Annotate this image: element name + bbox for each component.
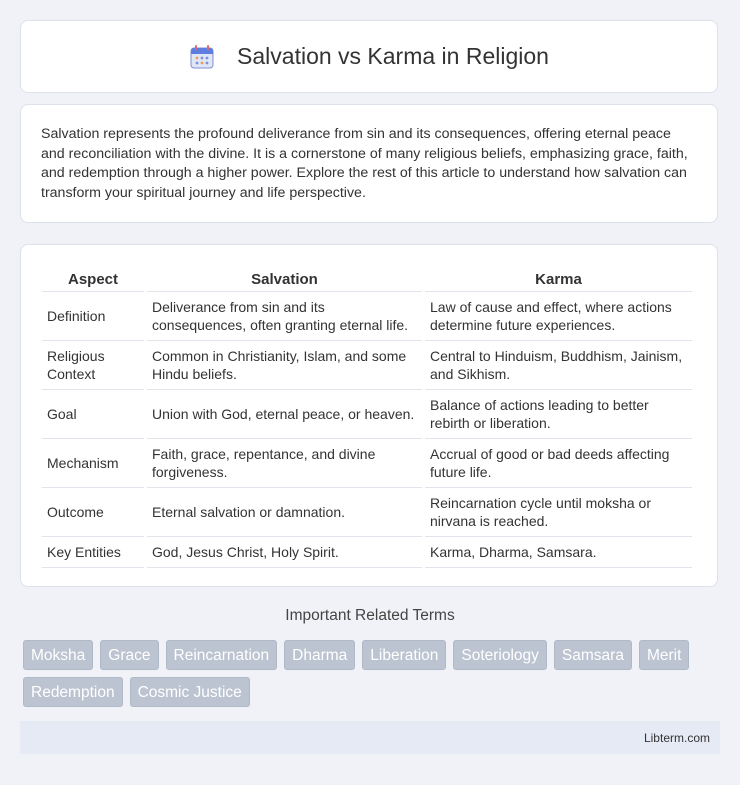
related-terms-tags: [23, 640, 723, 714]
cell-salvation: Eternal salvation or damnation.: [147, 488, 422, 537]
tag-soteriology[interactable]: Soteriology: [453, 640, 547, 670]
table-row: [42, 537, 692, 568]
header-card: [20, 20, 718, 93]
title-wrap: [189, 43, 549, 70]
cell-karma: Central to Hinduism, Buddhism, Jainism, and Sikhism.: [425, 341, 692, 390]
tag-dharma[interactable]: Dharma: [284, 640, 355, 670]
cell-karma: Reincarnation cycle until moksha or nirvana is reached.: [425, 488, 692, 537]
cell-aspect: Religious Context: [42, 341, 144, 390]
tag-cosmic-justice[interactable]: Cosmic Justice: [130, 677, 250, 707]
cell-salvation: Union with God, eternal peace, or heaven.: [147, 390, 422, 439]
cell-karma: Law of cause and effect, where actions determine future experiences.: [425, 292, 692, 341]
cell-aspect: Goal: [42, 390, 144, 439]
table-row: [42, 292, 692, 341]
tag-merit[interactable]: Merit: [639, 640, 689, 670]
tag-moksha[interactable]: Moksha: [23, 640, 93, 670]
cell-salvation: Common in Christianity, Islam, and some Hindu beliefs.: [147, 341, 422, 390]
intro-text: Salvation represents the profound deliverance from sin and its consequences, offering eternal peace and reconciliation with the divine. It is a cornerstone of many religious beliefs, emphasizing grace, faith, and redemption through a higher power. Explore the rest of this article to understand how salvation can transform your spiritual journey and life perspective.: [41, 126, 688, 201]
header-aspect: Aspect: [42, 265, 144, 292]
table-row: [42, 341, 692, 390]
table-row: [42, 439, 692, 488]
tag-redemption[interactable]: Redemption: [23, 677, 123, 707]
header-salvation: Salvation: [147, 265, 422, 292]
cell-salvation: God, Jesus Christ, Holy Spirit.: [147, 537, 422, 568]
cell-karma: Balance of actions leading to better rebirth or liberation.: [425, 390, 692, 439]
calendar-icon: [189, 44, 215, 70]
cell-karma: Accrual of good or bad deeds affecting future life.: [425, 439, 692, 488]
footer-site-link[interactable]: Libterm.com: [643, 730, 710, 745]
cell-aspect: Mechanism: [42, 439, 144, 488]
footer: [20, 721, 720, 754]
header-karma: Karma: [425, 265, 692, 292]
tag-liberation[interactable]: Liberation: [362, 640, 446, 670]
cell-salvation: Faith, grace, repentance, and divine forgiveness.: [147, 439, 422, 488]
tag-grace[interactable]: Grace: [100, 640, 158, 670]
comparison-table-card: [20, 244, 718, 587]
cell-aspect: Definition: [42, 292, 144, 341]
cell-salvation: Deliverance from sin and its consequences, often granting eternal life.: [147, 292, 422, 341]
cell-aspect: Key Entities: [42, 537, 144, 568]
cell-aspect: Outcome: [42, 488, 144, 537]
tag-reincarnation[interactable]: Reincarnation: [166, 640, 278, 670]
comparison-table: [39, 265, 695, 568]
intro-card: [20, 104, 718, 223]
related-terms-title: Important Related Terms: [285, 607, 455, 624]
cell-karma: Karma, Dharma, Samsara.: [425, 537, 692, 568]
table-header-row: [42, 265, 692, 292]
page-title: Salvation vs Karma in Religion: [237, 43, 549, 69]
table-row: [42, 488, 692, 537]
tag-samsara[interactable]: Samsara: [554, 640, 632, 670]
table-row: [42, 390, 692, 439]
